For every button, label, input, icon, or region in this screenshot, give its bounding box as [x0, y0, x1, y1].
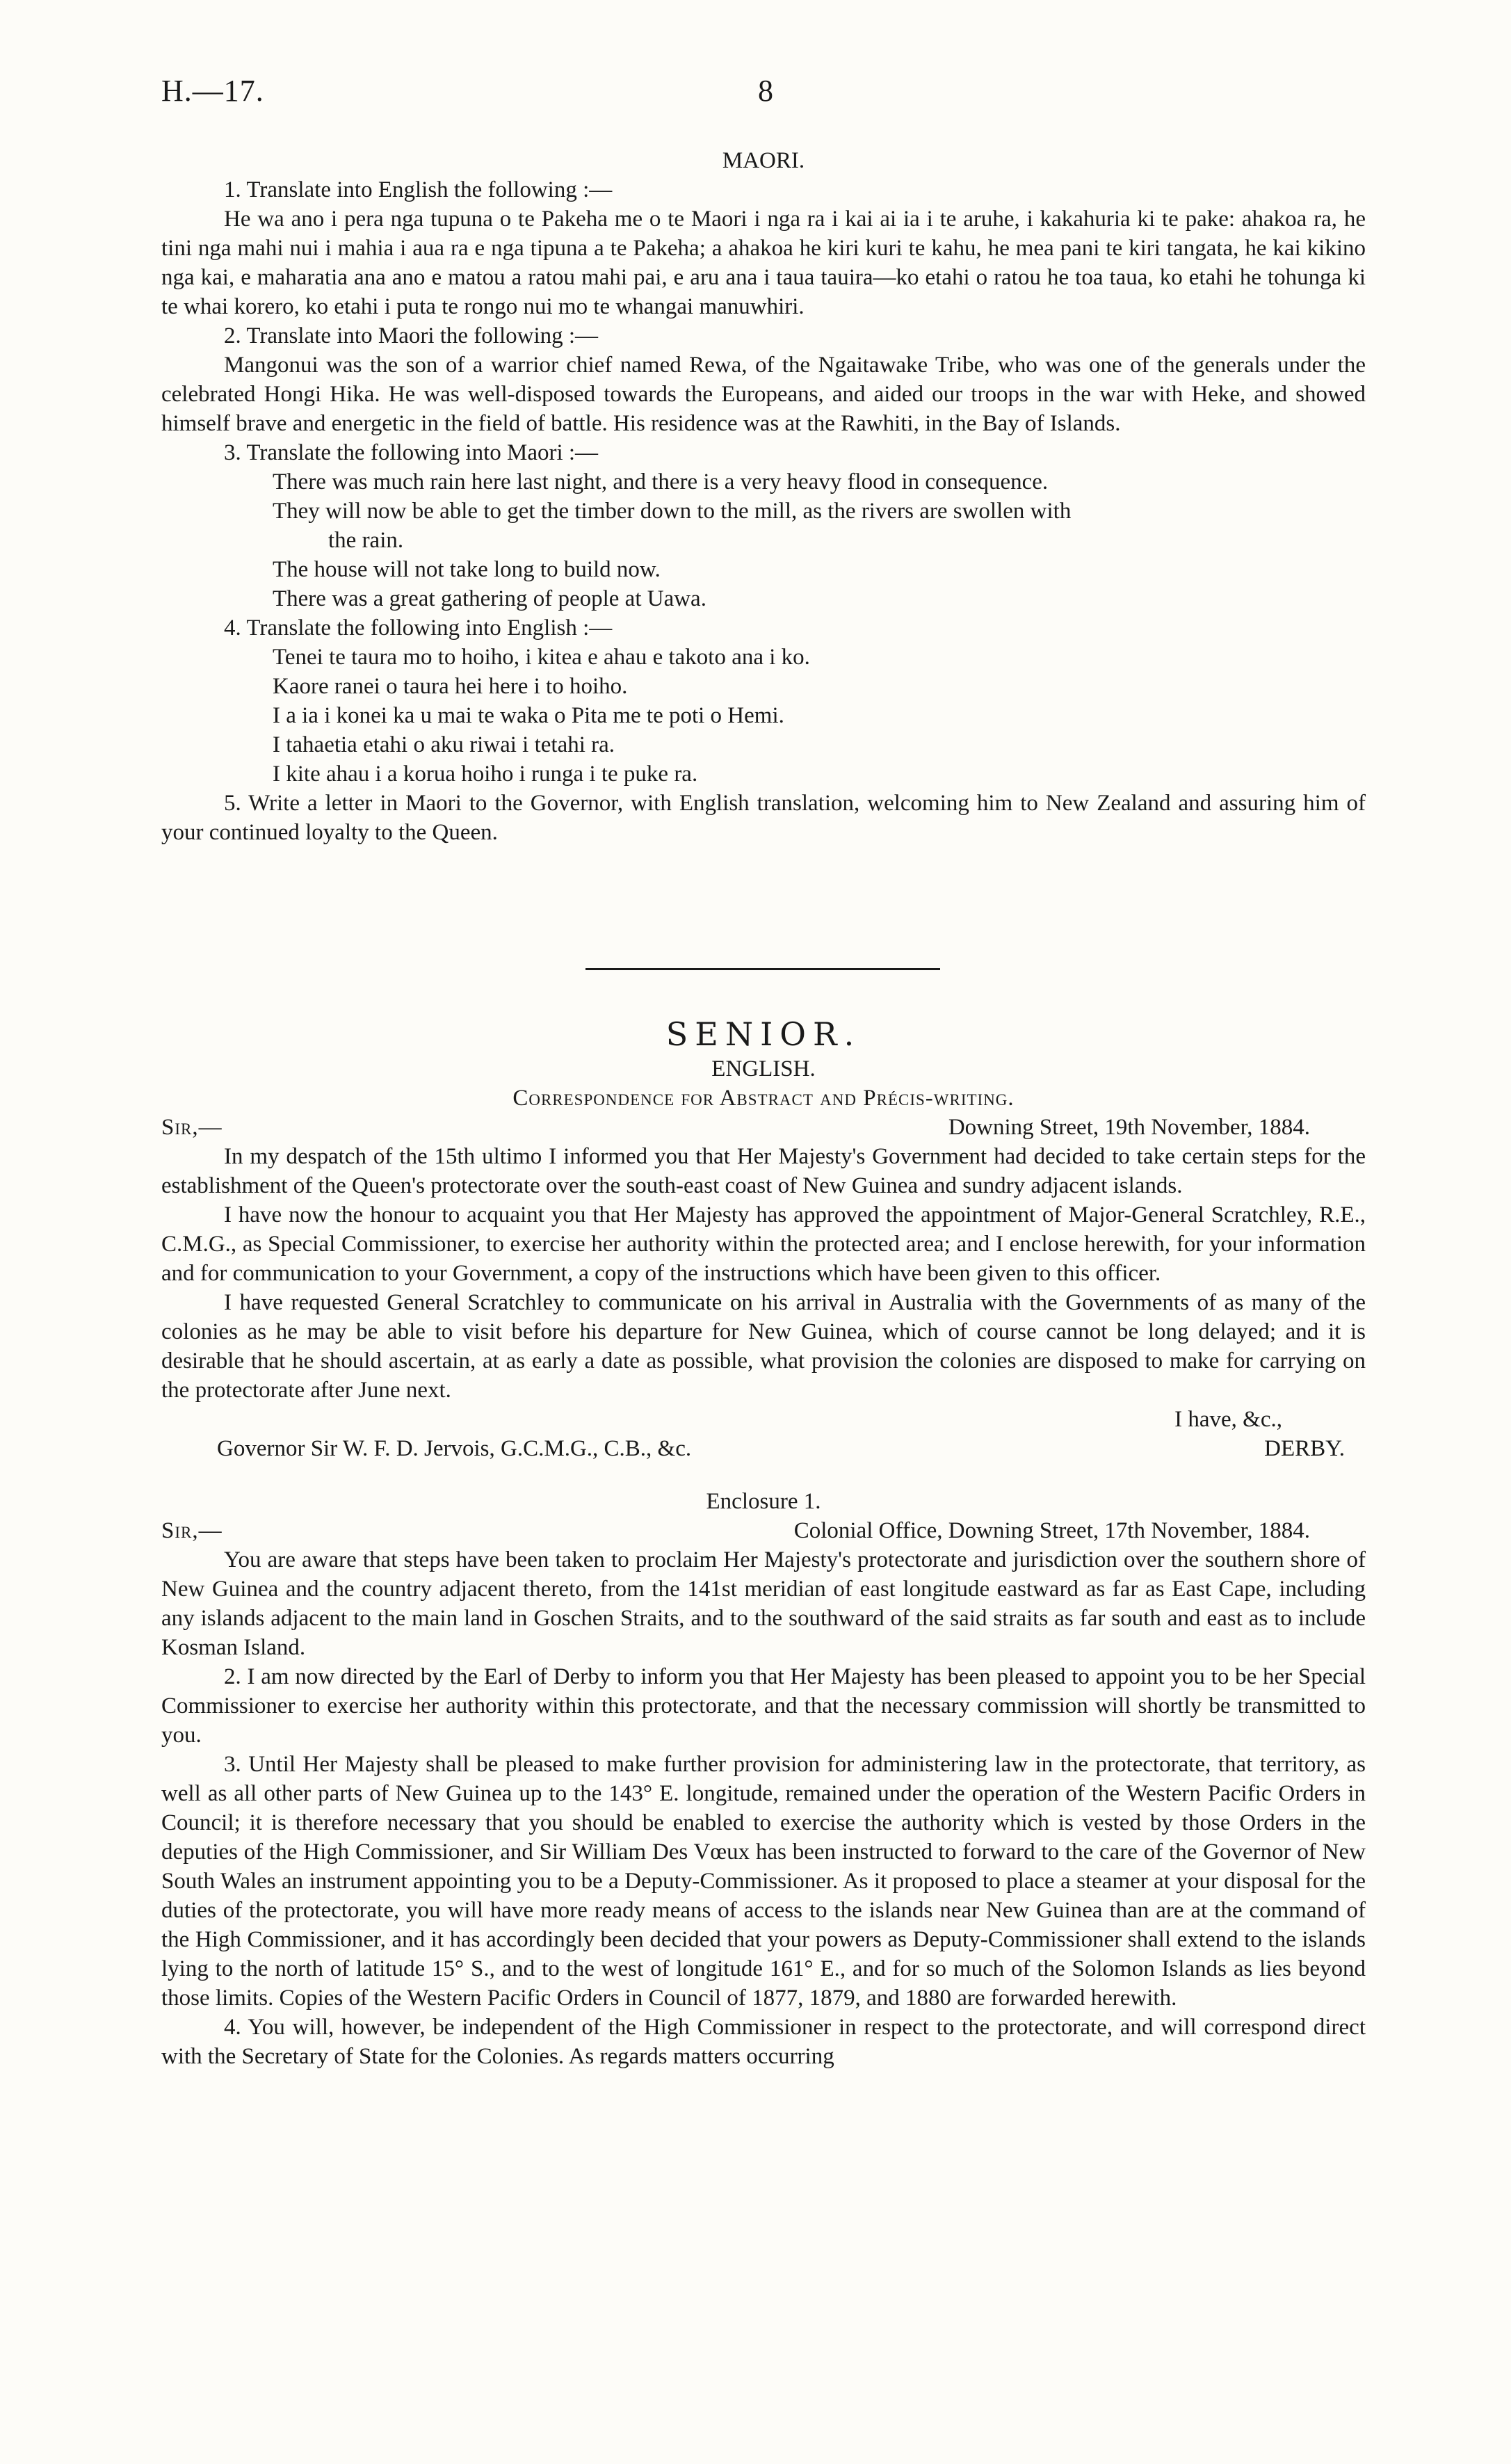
maori-section [161, 146, 1366, 847]
question-3-line: The house will not take long to build now. [273, 557, 661, 582]
question-1-text: He wa ano i pera nga tupuna o te Pakeha me o te Maori i nga ra i kai ai ia i te aruhe, i kakahuria ki te pake: ahakoa ra, he tini nga mahi nui i mahia i aua ra e nga tipuna a te Pakeha; a ahakoa he kiri kuri te kahu, he mea pani te kiri tangata, he kai kikino nga kai, e maharatia ana ano e matou a ratou mahi pai, e aru ana i taua tauira—ko etahi o ratou he toa taua, ko etahi he tohunga ki te whai korero, ko etahi i puta te rongo nui mo te whangai manuwhiri. [161, 207, 1366, 319]
correspondence-subtitle: Correspondence for Abstract and Précis-writing. [512, 1086, 1015, 1111]
senior-heading: SENIOR. [665, 1015, 862, 1053]
enclosure-paragraph: 3. Until Her Majesty shall be pleased to make further provision for administering law in the protectorate, that territory, as well as all other parts of New Guinea up to the 143° E. longitude, remained under the operation of the Western Pacific Orders in Council; it is therefore necessary that you should be enabled to exercise the authority which is vested by those Orders in the deputies of the High Commissioner, and Sir William Des Vœux has been instructed to forward to the care of the Governor of New South Wales an instrument appointing you to be a Deputy-Commissioner. As it proposed to place a steamer at your disposal for the duties of the protectorate, you will have more ready means of access to the islands near New Guinea than are at the command of the High Commissioner, and it has accordingly been decided that your powers as Deputy-Commissioner shall extend to the islands lying to the north of latitude 15° S., and to the west of longitude 161° E., and for so much of the Solomon Islands as lies beyond those limits. Copies of the Western Pacific Orders in Council of 1877, 1879, and 1880 are forwarded herewith. [161, 1752, 1366, 2011]
letter-1-closing: I have, &c., [1174, 1407, 1282, 1432]
document-code: H.—17. [161, 74, 264, 108]
letter-1-paragraph: I have now the honour to acquaint you that Her Majesty has approved the appointment of Major-General Scratchley, R.E., C.M.G., as Special Commissioner, to exercise her authority within the protected area; and I enclose herewith, for your information and for communication to your Government, a copy of the instructions which have been given to this officer. [161, 1202, 1366, 1286]
question-3-line: There was much rain here last night, and there is a very heavy flood in consequence. [273, 469, 1049, 494]
question-1-label: 1. Translate into English the following :— [224, 177, 613, 202]
question-3-label: 3. Translate the following into Maori :— [224, 440, 599, 465]
question-2-text: Mangonui was the son of a warrior chief named Rewa, of the Ngaitawake Tribe, who was one of the generals under the celebrated Hongi Hika. He was well-disposed towards the Europeans, and aided our troops in the war with Heke, and showed himself brave and energetic in the field of battle. His residence was at the Rawhiti, in the Bay of Islands. [161, 353, 1366, 436]
question-2-label: 2. Translate into Maori the following :— [224, 323, 599, 348]
section-divider [585, 968, 940, 970]
question-3-line: There was a great gathering of people at Uawa. [273, 586, 706, 611]
question-5-text: 5. Write a letter in Maori to the Governor, with English translation, welcoming him to New Zealand and assuring him of your continued loyalty to the Queen. [161, 791, 1366, 845]
letter-1-footer [161, 1434, 1366, 1463]
question-4-line: Tenei te taura mo to hoiho, i kitea e ahau e takoto ana i ko. [273, 645, 810, 670]
question-3-line: They will now be able to get the timber down to the mill, as the rivers are swollen with [273, 499, 1072, 524]
question-4-label: 4. Translate the following into English :— [224, 615, 613, 641]
maori-heading: MAORI. [722, 148, 805, 173]
question-3-line: the rain. [328, 528, 404, 553]
letter-1-addressee: Governor Sir W. F. D. Jervois, G.C.M.G., C.B., &c. [217, 1436, 692, 1461]
page-number: 8 [758, 74, 773, 108]
letter-1-date: Downing Street, 19th November, 1884. [948, 1115, 1310, 1140]
letter-1-header [161, 1113, 1366, 1142]
letter-1-paragraph: In my despatch of the 15th ultimo I informed you that Her Majesty's Government had decided to take certain steps for the establishment of the Queen's protectorate over the south-east coast of New Guinea and sundry adjacent islands. [161, 1144, 1366, 1198]
enclosure-paragraph: 2. I am now directed by the Earl of Derby to inform you that Her Majesty has been pleased to appoint you to be her Special Commissioner to exercise her authority within this protectorate, and that the necessary commission will shortly be transmitted to you. [161, 1664, 1366, 1748]
enclosure-paragraph: 4. You will, however, be independent of the High Commissioner in respect to the protectorate, and will correspond direct with the Secretary of State for the Colonies. As regards matters occurring [161, 2015, 1366, 2069]
letter-1-signature: DERBY. [1264, 1436, 1345, 1461]
enclosure-heading: Enclosure 1. [706, 1489, 821, 1514]
english-heading: ENGLISH. [711, 1056, 816, 1081]
letter-1-salutation: Sir,— [161, 1115, 223, 1140]
enclosure-salutation: Sir,— [161, 1518, 223, 1543]
question-4-line: I tahaetia etahi o aku riwai i tetahi ra. [273, 732, 615, 757]
enclosure-paragraph: You are aware that steps have been taken to proclaim Her Majesty's protectorate and jurisdiction over the southern shore of New Guinea and the country adjacent thereto, from the 141st meridian of east longitude eastward as far as East Cape, including any islands adjacent to the main land in Goschen Straits, and to the southward of the said straits as far south and east as to include Kosman Island. [161, 1547, 1366, 1660]
letter-1-paragraph: I have requested General Scratchley to communicate on his arrival in Australia with the Governments of as many of the colonies as he may be able to visit before his departure for New Guinea, which of course cannot be long delayed; and it is desirable that he should ascertain, at as early a date as possible, what provision the colonies are disposed to make for carrying on the protectorate after June next. [161, 1290, 1366, 1403]
question-4-line: Kaore ranei o taura hei here i to hoiho. [273, 674, 628, 699]
question-4-line: I a ia i konei ka u mai te waka o Pita me te poti o Hemi. [273, 703, 784, 728]
enclosure-date: Colonial Office, Downing Street, 17th November, 1884. [793, 1518, 1310, 1543]
enclosure-header [161, 1516, 1366, 1545]
senior-section [161, 1014, 1366, 2071]
question-4-line: I kite ahau i a korua hoiho i runga i te puke ra. [273, 762, 698, 787]
